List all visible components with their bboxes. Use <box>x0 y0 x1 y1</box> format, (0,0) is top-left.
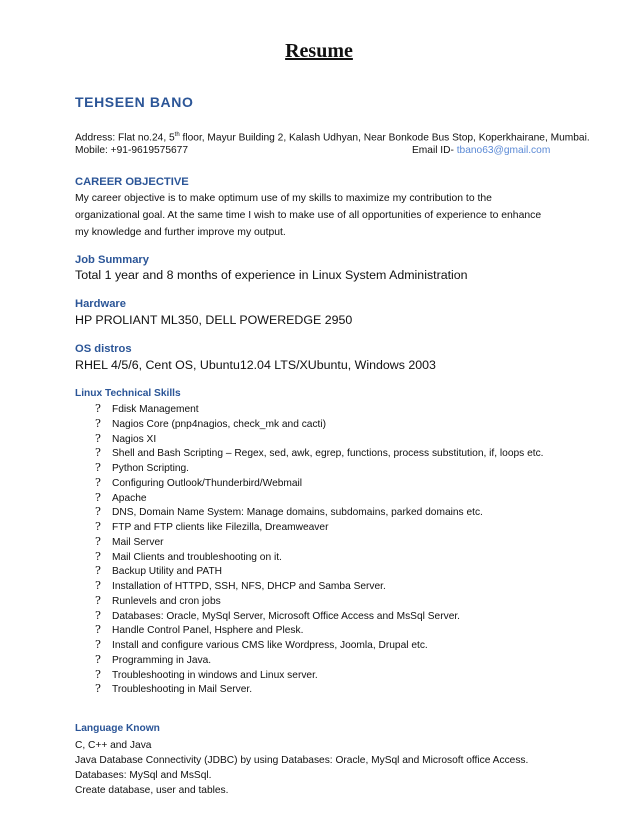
skill-text: Nagios Core (pnp4nagios, check_mk and cacti) <box>112 418 327 430</box>
skill-item <box>95 609 544 624</box>
skill-text: Runlevels and cron jobs <box>112 595 221 607</box>
language-line-3: Databases: MySql and MsSql. <box>75 770 212 781</box>
skill-text: Troubleshooting in Mail Server. <box>112 684 253 696</box>
skill-text: Programming in Java. <box>112 654 212 666</box>
bullet-icon: ? <box>95 667 101 681</box>
skill-text: DNS, Domain Name System: Manage domains, subdomains, parked domains etc. <box>112 507 483 519</box>
hardware-heading: Hardware <box>75 298 126 310</box>
career-objective-heading: CAREER OBJECTIVE <box>75 176 189 188</box>
skill-text: Install and configure various CMS like Wordpress, Joomla, Drupal etc. <box>112 640 428 651</box>
skill-item <box>95 653 544 668</box>
skill-item <box>95 579 544 594</box>
skill-item <box>95 446 544 461</box>
os-distros-heading: OS distros <box>75 343 132 355</box>
skill-text: Installation of HTTPD, SSH, NFS, DHCP and Samba Server. <box>112 581 386 592</box>
bullet-icon: ? <box>95 402 101 415</box>
career-objective-text <box>75 190 575 241</box>
skill-text: Python Scripting. <box>112 463 190 474</box>
language-line-1: C, C++ and Java <box>75 740 152 751</box>
skill-text: Handle Control Panel, Hsphere and Plesk. <box>112 625 304 637</box>
career-line-2: organizational goal. At the same time I wish to make use of all opportunities of experience to enhance <box>75 210 542 221</box>
mobile-number: Mobile: +91-9619575677 <box>75 145 189 156</box>
candidate-name: TEHSEEN BANO <box>75 94 194 110</box>
bullet-icon: ? <box>95 461 101 474</box>
skill-text: Shell and Bash Scripting – Regex, sed, awk, egrep, functions, process substitution, if, loops etc. <box>112 448 544 460</box>
bullet-icon: ? <box>95 638 101 651</box>
bullet-icon: ? <box>95 475 101 489</box>
skill-item <box>95 417 544 432</box>
career-line-1: My career objective is to make optimum use of my skills to maximize my contribution to the <box>75 193 492 204</box>
skill-item <box>95 432 544 447</box>
skill-item <box>95 476 544 491</box>
job-summary-heading: Job Summary <box>75 254 149 266</box>
skill-item <box>95 402 544 417</box>
language-line-2: Java Database Connectivity (JDBC) by using Databases: Oracle, MySql and Microsoft office Access. <box>75 755 529 766</box>
bullet-icon: ? <box>95 549 101 563</box>
bullet-icon: ? <box>95 608 101 622</box>
bullet-icon: ? <box>95 505 101 519</box>
os-distros-text: RHEL 4/5/6, Cent OS, Ubuntu12.04 LTS/XUbuntu, Windows 2003 <box>75 358 436 372</box>
bullet-icon: ? <box>95 446 101 460</box>
skill-item <box>95 550 544 565</box>
skill-item <box>95 682 544 697</box>
bullet-icon: ? <box>95 534 101 548</box>
linux-skills-heading: Linux Technical Skills <box>75 388 181 399</box>
bullet-icon: ? <box>95 623 101 637</box>
job-summary-text: Total 1 year and 8 months of experience in Linux System Administration <box>75 268 468 282</box>
skill-item <box>95 594 544 609</box>
email-label: Email ID- <box>412 145 457 156</box>
email-line <box>412 142 550 160</box>
bullet-icon: ? <box>95 593 101 607</box>
skill-item <box>95 461 544 476</box>
bullet-icon: ? <box>95 431 101 445</box>
hardware-text: HP PROLIANT ML350, DELL POWEREDGE 2950 <box>75 313 353 327</box>
address-prefix: Address: Flat no.24, 5 <box>75 132 175 144</box>
career-line-3: my knowledge and further improve my output. <box>75 227 286 238</box>
bullet-icon: ? <box>95 520 101 533</box>
skill-item <box>95 505 544 520</box>
bullet-icon: ? <box>95 416 101 430</box>
skill-item <box>95 520 544 535</box>
skill-item <box>95 668 544 683</box>
address-suffix: floor, Mayur Building 2, Kalash Udhyan, Near Bonkode Bus Stop, Koperkhairane, Mumbai. <box>179 132 590 144</box>
skill-item <box>95 564 544 579</box>
address-superscript: th <box>174 132 180 138</box>
skill-text: Mail Server <box>112 536 164 548</box>
language-known-text <box>75 738 528 798</box>
skill-item <box>95 535 544 550</box>
skill-text: Troubleshooting in windows and Linux server. <box>112 669 318 681</box>
bullet-icon: ? <box>95 579 101 592</box>
document-title: Resume <box>285 40 353 62</box>
skill-text: FTP and FTP clients like Filezilla, Dreamweaver <box>112 522 329 533</box>
skill-text: Backup Utility and PATH <box>112 566 223 578</box>
skill-text: Apache <box>112 492 147 504</box>
skill-item <box>95 623 544 638</box>
language-line-4: Create database, user and tables. <box>75 785 229 796</box>
skill-text: Databases: Oracle, MySql Server, Microsoft Office Access and MsSql Server. <box>112 610 461 622</box>
bullet-icon: ? <box>95 652 101 666</box>
skill-text: Nagios XI <box>112 433 157 445</box>
bullet-icon: ? <box>95 682 101 696</box>
language-known-heading: Language Known <box>75 723 160 734</box>
skill-text: Fdisk Management <box>112 404 199 415</box>
skill-item <box>95 638 544 653</box>
bullet-icon: ? <box>95 564 101 578</box>
email-link[interactable]: tbano63@gmail.com <box>456 145 551 156</box>
bullet-icon: ? <box>95 490 101 504</box>
skill-text: Configuring Outlook/Thunderbird/Webmail <box>112 477 303 489</box>
skill-item <box>95 491 544 506</box>
skill-text: Mail Clients and troubleshooting on it. <box>112 551 282 563</box>
linux-skills-list <box>95 402 544 697</box>
